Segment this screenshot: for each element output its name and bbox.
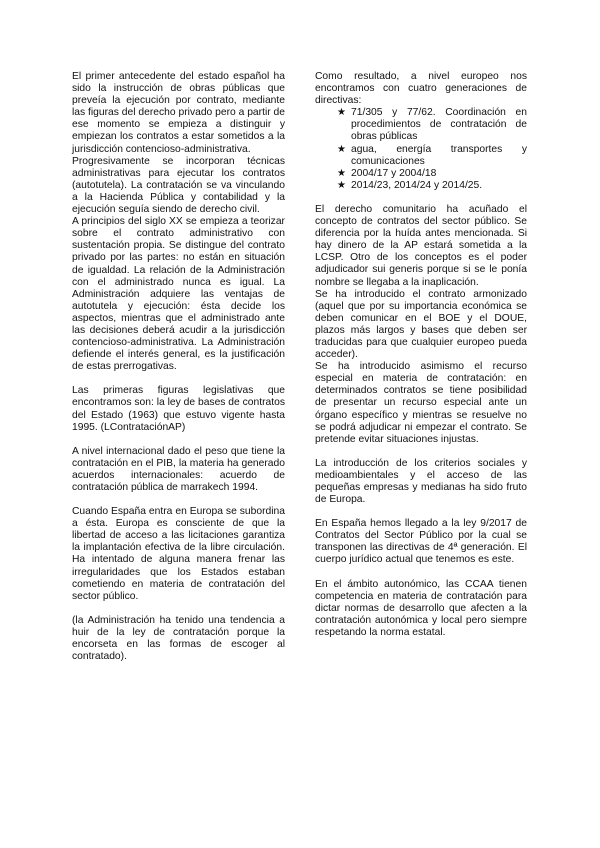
directive-text: agua, energía transportes y comunicaciones <box>351 143 527 167</box>
directive-text: 71/305 y 77/62. Coordinación en procedimientos de contratación de obras públicas <box>351 107 527 143</box>
star-bullet-icon: ★ <box>337 107 346 119</box>
star-bullet-icon: ★ <box>337 179 346 191</box>
paragraph-figuras-legislativas: Las primeras figuras legislativas que encontramos son: la ley de bases de contratos del Estado (1963) que estuvo vigente hasta 1995. (LContrataciónAP) <box>72 385 285 433</box>
paragraph-derecho-comunitario: El derecho comunitario ha acuñado el concepto de contratos del sector público. Se diferencia por la huída antes mencionada. Si hay dinero de la AP estará sometida a la LCSP. Otro de los conceptos es el poder adjudicador sui generis porque si se le ponía nombre se llegaba a la inaplicación. <box>315 203 527 288</box>
paragraph-criterios-sociales: La introducción de los criterios sociales y medioambientales y el acceso de las pequeñas empresas y medianas ha sido fruto de Europa. <box>315 457 527 506</box>
right-column <box>315 71 527 639</box>
paragraph-ambito-autonomico: En el ámbito autonómico, las CCAA tienen competencia en materia de contratación para dictar normas de desarrollo que afecten a la contratación autonómica y local pero siempre respetando la norma estatal. <box>315 578 527 638</box>
directives-list <box>315 107 527 192</box>
paragraph-recurso-especial: Se ha introducido asimismo el recurso especial en materia de contratación: en determinados contratos se tiene posibilidad de presentar un recurso especial ante un órgano específico y mientras se resuelve no se podrá adjudicar ni empezar el contrato. Se pretende evitar situaciones injustas. <box>315 361 527 445</box>
list-item <box>337 107 527 143</box>
star-bullet-icon: ★ <box>337 143 346 155</box>
paragraph-resultado-intro: Como resultado, a nivel europeo nos encontramos con cuatro generaciones de directivas: <box>315 71 527 107</box>
paragraph-ley-9-2017: En España hemos llegado a la ley 9/2017 de Contratos del Sector Público por la cual se transponen las directivas de 4ª generación. El cuerpo jurídico actual que tenemos es este. <box>315 518 527 566</box>
paragraph-espana-europa: Cuando España entra en Europa se subordina a ésta. Europa es consciente de que la libertad de acceso a las licitaciones garantiza la implantación efectiva de la libre circulación. Ha intentado de alguna manera frenar las irregularidades que los Estados estaban cometiendo en materia de contratación del sector público. <box>72 506 285 602</box>
list-item <box>337 144 527 168</box>
directive-text: 2014/23, 2014/24 y 2014/25. <box>351 179 483 191</box>
star-bullet-icon: ★ <box>337 167 346 179</box>
paragraph-huir-ley: (la Administración ha tenido una tendencia a huir de la ley de contratación porque la encorseta en las formas de escoger al contratado). <box>72 614 285 663</box>
paragraph-contrato-armonizado: Se ha introducido el contrato armonizado (aquel que por su importancia económica se deben comunicar en el BOE y el DOUE, plazos más largos y bases que deben ser traducidas para que cualquier europeo pueda acceder). <box>315 288 527 361</box>
list-item <box>337 180 527 192</box>
paragraph-progresivamente: Progresivamente se incorporan técnicas administrativas para ejecutar los contratos (autotutela). La contratación se va vinculando a la Hacienda Pública y contabilidad y la ejecución seguía siendo de derecho civil. <box>72 155 285 216</box>
paragraph-antecedente: El primer antecedente del estado español ha sido la instrucción de obras públicas que preveía la ejecución por contrato, mediante las figuras del derecho privado pero a partir de ese momento se empieza a distinguir y empiezan los contratos a estar sometidos a la jurisdicción contencioso-administrativa. <box>72 71 285 155</box>
left-column <box>72 71 285 663</box>
directive-text: 2004/17 y 2004/18 <box>351 167 437 179</box>
paragraph-siglo-xx: A principios del siglo XX se empieza a teorizar sobre el contrato administrativo con sustentación propia. Se distingue del contrato privado por las partes: no están en situación de igualdad. La relación de la Administración con el administrado nunca es igual. La Administración adquiere las ventajas de autotutela y ejecución: ésta decide los aspectos, mientras que el administrado ante las decisiones deberá acudir a la jurisdicción contencioso-administrativa. La Administración defiende el interés general, es la justificación de estas prerrogativas. <box>72 216 285 373</box>
paragraph-nivel-internacional: A nivel internacional dado el peso que tiene la contratación en el PIB, la materia ha generado acuerdos internacionales: acuerdo de contratación pública de marrakech 1994. <box>72 445 285 493</box>
list-item <box>337 168 527 180</box>
